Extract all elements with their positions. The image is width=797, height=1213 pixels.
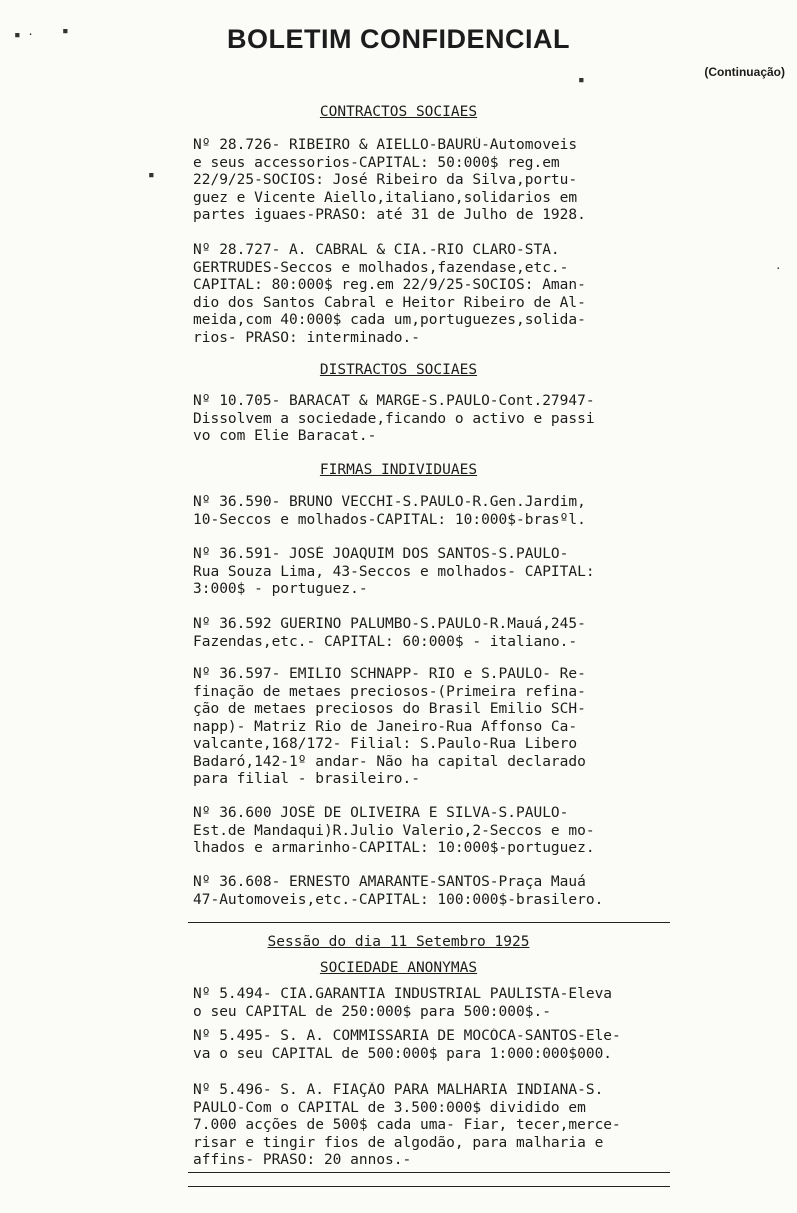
margin-mark: ▪ — [148, 168, 155, 181]
entry-anonyma-5496: Nº 5.496- S. A. FIAÇÃO PARA MALHARIA INDIANA-S. PAULO-Com o CAPITAL de 3.500:000$ dividido em 7.000 acções de 500$ cada uma- Fiar, tecer,merce- risar e tingir fios de algodão, para malharia e affins- PRASO: 20 annos.- — [193, 1082, 621, 1168]
margin-mark: ▪ · — [14, 28, 34, 41]
margin-mark: ▪ — [578, 73, 585, 86]
entry-firma-36597: Nº 36.597- EMILIO SCHNAPP- RIO e S.PAULO- Re- finação de metaes preciosos-(Primeira refina- ção de metaes preciosos do Brasil Emilio SCH- napp)- Matriz Rio de Janeiro-Rua Affonso Ca- valcante,168/172- Filial: S.Paulo-Rua Libero Badaró,142-1º andar- Não ha capital declarado para filial - brasileiro.- — [193, 666, 586, 787]
section-heading-distratos: DISTRACTOS SOCIAES — [319, 362, 478, 378]
entry-firma-36608: Nº 36.608- ERNESTO AMARANTE-SANTOS-Praça Mauá 47-Automoveis,etc.-CAPITAL: 100:000$-brasilero. — [193, 874, 604, 908]
entry-contrato-28726: Nº 28.726- RIBEIRO & AIELLO-BAURÚ-Automoveis e seus accessorios-CAPITAL: 50:000$ reg.em 22/9/25-SOCIOS: José Ribeiro da Silva,portu- guez e Vicente Aiello,italiano,solidarios em partes iguaes-PRASO: até 31 de Julho de 1928. — [193, 137, 586, 223]
entry-contrato-28727: Nº 28.727- A. CABRAL & CIA.-RIO CLARO-STA. GERTRUDES-Seccos e molhados,fazendase,etc.- CAPITAL: 80:000$ reg.em 22/9/25-SOCIOS: Aman- dio dos Santos Cabral e Heitor Ribeiro de Al- meida,com 40:000$ cada um,portuguezes,solida- rios- PRASO: interminado.- — [193, 242, 586, 346]
entry-firma-36590: Nº 36.590- BRUNO VECCHI-S.PAULO-R.Gen.Jardim, 10-Seccos e molhados-CAPITAL: 10:000$-brasºl. — [193, 494, 586, 528]
session-date-heading: Sessão do dia 11 Setembro 1925 — [267, 934, 530, 950]
entry-distrato-10705: Nº 10.705- BARACAT & MARGE-S.PAULO-Cont.27947- Dissolvem a sociedade,ficando o activo e passi vo com Elie Baracat.- — [193, 393, 595, 444]
bottom-rule-1 — [188, 1172, 670, 1173]
document-title: BOLETIM CONFIDENCIAL — [227, 24, 570, 54]
entry-firma-36592: Nº 36.592 GUERINO PALUMBO-S.PAULO-R.Mauá,245- Fazendas,etc.- CAPITAL: 60:000$ - italiano.- — [193, 616, 586, 650]
section-heading-firmas: FIRMAS INDIVIDUAES — [319, 462, 478, 478]
entry-firma-36600: Nº 36.600 JOSÉ DE OLIVEIRA E SILVA-S.PAULO- Est.de Mandaqui)R.Julio Valerio,2-Seccos e mo- lhados e armarinho-CAPITAL: 10:000$-portuguez. — [193, 805, 595, 856]
margin-mark: ▪ — [62, 24, 69, 37]
section-heading-anonymas: SOCIEDADE ANONYMAS — [319, 960, 478, 976]
entry-firma-36591: Nº 36.591- JOSÉ JOAQUIM DOS SANTOS-S.PAULO- Rua Souza Lima, 43-Seccos e molhados- CAPITAL: 3:000$ - portuguez.- — [193, 546, 595, 597]
bottom-rule-2 — [188, 1186, 670, 1187]
entry-anonyma-5494: Nº 5.494- CIA.GARANTIA INDUSTRIAL PAULISTA-Eleva o seu CAPITAL de 250:000$ para 500:000$.- — [193, 986, 613, 1020]
margin-mark: · — [775, 262, 782, 275]
section-divider — [188, 922, 670, 923]
continuation-label: (Continuação) — [704, 65, 785, 79]
entry-anonyma-5495: Nº 5.495- S. A. COMMISSARIA DE MOCÓCA-SANTOS-Ele- va o seu CAPITAL de 500:000$ para 1:000:000$000. — [193, 1028, 621, 1062]
section-heading-contratos: CONTRACTOS SOCIAES — [319, 104, 478, 120]
